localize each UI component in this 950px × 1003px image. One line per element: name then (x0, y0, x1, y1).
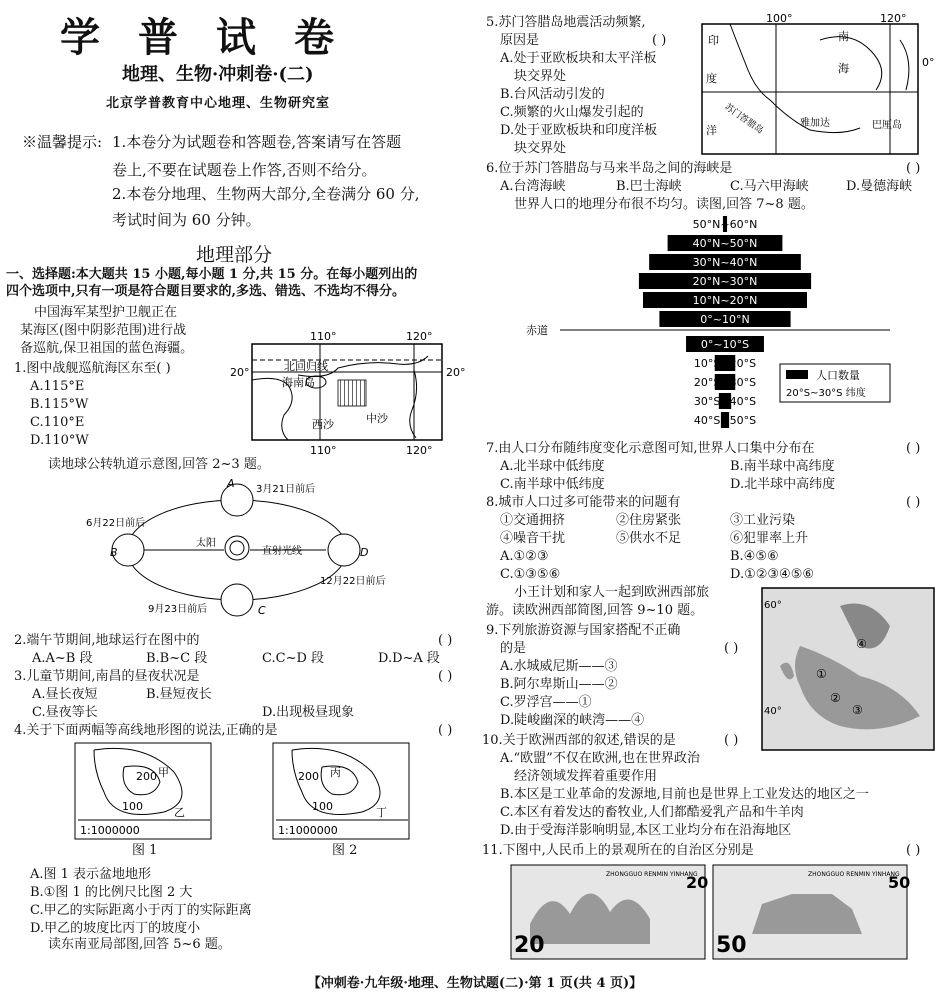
c1-jia: 甲 (158, 766, 169, 779)
q6-opt-a: A.台湾海峡 (500, 179, 566, 194)
tip-2b: 考试时间为 60 分钟。 (112, 211, 261, 229)
fig1-label: 图 1 (132, 843, 158, 858)
population-latitude-chart (520, 214, 900, 432)
q9-opt-a: A.水城威尼斯——③ (500, 659, 618, 674)
q3-opt-c: C.昼夜等长 (32, 705, 98, 720)
q4-opt-b: B.①图 1 的比例尺比图 2 大 (30, 885, 193, 900)
intro4: 世界人口的地理分布很不均匀。读图,回答 7~8 题。 (514, 197, 814, 212)
map2-bali: 巴厘岛 (872, 120, 902, 131)
q2-opt-d: D.D~A 段 (378, 651, 440, 666)
q4-paren: ( ) (438, 723, 453, 738)
q7-opt-b: B.南半球中高纬度 (730, 459, 835, 474)
fig2-label: 图 2 (332, 843, 358, 858)
q8-opt-c: C.①③⑤⑥ (500, 567, 561, 582)
q8-item-5: ⑤供水不足 (616, 531, 682, 546)
map2-lon1: 100° (766, 12, 793, 25)
q5-opt-a1: A.处于亚欧板块和太平洋板 (500, 51, 657, 66)
q9-paren: ( ) (724, 641, 739, 656)
xisha-label: 西沙 (312, 418, 334, 431)
q3-opt-d: D.出现极昼现象 (262, 705, 355, 720)
equator-label: 赤道 (526, 324, 548, 337)
contour-map-1 (74, 742, 214, 842)
note50-bank: ZHONGGUO RENMIN YINHANG (808, 871, 900, 878)
map1-lon1-bottom: 110° (310, 444, 337, 457)
q8-item-6: ⑥犯罪率上升 (730, 531, 809, 546)
orbit-mar: 3月21日前后 (256, 484, 316, 495)
q5-opt-a2: 块交界处 (514, 69, 567, 84)
orbit-c: C (258, 604, 266, 617)
map2-yin: 印 (708, 34, 719, 47)
q7-opt-c: C.南半球中低纬度 (500, 477, 605, 492)
q5-stem2: 原因是 (500, 33, 540, 48)
part1-line1: 一、选择题:本大题共 15 小题,每小题 1 分,共 15 分。在每小题列出的 (6, 267, 418, 282)
map1-lon2-bottom: 120° (406, 444, 433, 457)
q11-stem: 11.下图中,人民币上的景观所在的自治区分别是 (482, 843, 754, 858)
q7-stem: 7.由人口分布随纬度变化示意图可知,世界人口集中分布在 (486, 441, 815, 456)
map1-lon2-top: 120° (406, 330, 433, 343)
c2-scale: 1:1000000 (278, 824, 338, 837)
q8-item-2: ②住房紧张 (616, 513, 682, 528)
earth-orbit-diagram (82, 476, 412, 620)
c1-yi: 乙 (174, 806, 185, 819)
q10-opt-d: D.由于受海洋影响明显,本区工业均分布在沿海地区 (500, 823, 792, 838)
q5-paren: ( ) (652, 33, 667, 48)
map2-yang: 洋 (706, 124, 717, 137)
page-footer: 【冲刺卷·九年级·地理、生物试题(二)·第 1 页(共 4 页)】 (307, 976, 643, 991)
map1-lat-right: 20° (446, 366, 466, 379)
q7-paren: ( ) (906, 441, 921, 456)
q8-stem: 8.城市人口过多可能带来的问题有 (486, 495, 681, 510)
q6-opt-b: B.巴士海峡 (616, 179, 682, 194)
q4-opt-d: D.甲乙的坡度比丙丁的坡度小 (30, 921, 201, 936)
paper-subtitle: 地理、生物·冲刺卷·(二) (122, 64, 314, 85)
western-europe-map (760, 586, 938, 754)
intro1-line1: 中国海军某型护卫舰正在 (34, 305, 178, 320)
q9-opt-c: C.罗浮宫——① (500, 695, 592, 710)
q7-opt-d: D.北半球中高纬度 (730, 477, 836, 492)
latitude-band-label: 20°S~30°S (693, 376, 757, 389)
intro3: 读东南亚局部图,回答 5~6 题。 (48, 937, 231, 952)
map2-lat0: 0° (922, 56, 935, 69)
latitude-band-label: 10°N~20°N (692, 294, 758, 307)
q7-opt-a: A.北半球中低纬度 (500, 459, 605, 474)
map3-lat60: 60° (764, 600, 782, 611)
note50-value: 50 (716, 933, 747, 958)
q9-opt-b: B.阿尔卑斯山——② (500, 677, 618, 692)
map2-du: 度 (706, 72, 717, 85)
q4-stem: 4.关于下面两幅等高线地形图的说法,正确的是 (14, 723, 278, 738)
q6-paren: ( ) (906, 161, 921, 176)
q9-stem2: 的是 (500, 641, 527, 656)
part1-line2: 四个选项中,只有一项是符合题目要求的,多选、错选、不选均不得分。 (6, 284, 406, 299)
q1-opt-c: C.110°E (30, 415, 85, 430)
q1-stem: 1.图中战舰巡航海区东至( ) (14, 361, 171, 376)
q3-paren: ( ) (438, 669, 453, 684)
zhongsha-label: 中沙 (366, 412, 388, 425)
q2-paren: ( ) (438, 633, 453, 648)
map2-sumatra: 苏门答腊岛 (722, 102, 765, 137)
q5-opt-b: B.台风活动引发的 (500, 87, 605, 102)
map2-nan: 南 (838, 30, 849, 43)
section-heading: 地理部分 (196, 244, 273, 266)
orbit-sun: 太阳 (196, 538, 216, 549)
banknote-50 (712, 864, 911, 960)
q2-stem: 2.端午节期间,地球运行在图中的 (14, 633, 200, 648)
q5-opt-d1: D.处于亚欧板块和印度洋板 (500, 123, 658, 138)
q1-opt-a: A.115°E (30, 379, 85, 394)
q10-opt-a1: A.“欧盟”不仅在欧洲,也在世界政治 (500, 751, 700, 766)
legend-latitude: 20°S~30°S 纬度 (786, 388, 866, 399)
map2-hai: 海 (838, 62, 849, 75)
intro1-line3: 备巡航,保卫祖国的蓝色海疆。 (20, 341, 194, 356)
latitude-band-label: 0°~10°S (700, 338, 750, 351)
q5-opt-c: C.频繁的火山爆发引起的 (500, 105, 644, 120)
c2-ding: 丁 (376, 806, 387, 819)
q8-paren: ( ) (906, 495, 921, 510)
note20-value: 20 (514, 933, 545, 958)
map1-lat-left: 20° (230, 366, 250, 379)
tip-label: ※温馨提示: (22, 133, 103, 151)
organization: 北京学普教育中心地理、生物研究室 (106, 96, 331, 111)
c2-bing: 丙 (330, 766, 341, 779)
map3-lat40: 40° (764, 706, 782, 717)
map2-jakarta: 雅加达 (800, 118, 830, 129)
q2-opt-a: A.A~B 段 (32, 651, 93, 666)
latitude-band-label: 40°N~50°N (692, 237, 758, 250)
banknote-20 (510, 864, 709, 960)
latitude-band-label: 30°N~40°N (692, 256, 758, 269)
tropic-label: 北回归线 (284, 360, 328, 373)
q8-item-4: ④噪音干扰 (500, 531, 566, 546)
c1-200: 200 (136, 770, 157, 783)
q9-stem1: 9.下列旅游资源与国家搭配不正确 (486, 623, 681, 638)
q6-opt-c: C.马六甲海峡 (730, 179, 809, 194)
orbit-ray: 直射光线 (262, 546, 302, 557)
q10-opt-c: C.本区有着发达的畜牧业,人们都酷爱乳产品和牛羊肉 (500, 805, 804, 820)
latitude-band-label: 40°S~50°S (693, 414, 757, 427)
q8-opt-a: A.①②③ (500, 549, 549, 564)
map3-m4: ④ (856, 637, 867, 651)
q8-item-1: ①交通拥挤 (500, 513, 566, 528)
map2-lon2: 120° (880, 12, 907, 25)
q8-opt-d: D.①②③④⑤⑥ (730, 567, 815, 582)
q8-opt-b: B.④⑤⑥ (730, 549, 779, 564)
map3-m2: ② (830, 691, 841, 705)
q5-opt-d2: 块交界处 (514, 141, 567, 156)
q5-stem1: 5.苏门答腊岛地震活动频繁, (486, 15, 646, 30)
contour-map-2 (272, 742, 412, 842)
c2-100: 100 (312, 800, 333, 813)
latitude-band-label: 20°N~30°N (692, 275, 758, 288)
q3-opt-a: A.昼长夜短 (32, 687, 98, 702)
tip-1b: 卷上,不要在试题卷上作答,否则不给分。 (112, 161, 377, 179)
c2-200: 200 (298, 770, 319, 783)
q4-opt-c: C.甲乙的实际距离小于丙丁的实际距离 (30, 903, 252, 918)
q1-opt-b: B.115°W (30, 397, 89, 412)
legend-swatch (786, 370, 808, 379)
legend-population: 人口数量 (816, 369, 860, 382)
latitude-band-label: 30°S~40°S (693, 395, 757, 408)
q6-stem: 6.位于苏门答腊岛与马来半岛之间的海峡是 (486, 161, 733, 176)
q10-opt-a2: 经济领域发挥着重要作用 (514, 769, 658, 784)
orbit-d: D (360, 546, 369, 559)
hainan-label: 海南岛 (282, 376, 315, 389)
c1-scale: 1:1000000 (80, 824, 140, 837)
paper-title: 学普试卷 (60, 14, 372, 61)
map3-m3: ③ (852, 703, 863, 717)
intro1-line2: 某海区(图中阴影范围)进行战 (20, 323, 187, 338)
southeast-asia-map (700, 10, 940, 160)
orbit-b: B (110, 546, 118, 559)
q4-opt-a: A.图 1 表示盆地地形 (30, 867, 152, 882)
intro5-line1: 小王计划和家人一起到欧洲西部旅 (514, 585, 710, 600)
orbit-sep: 9月23日前后 (148, 604, 208, 615)
q3-stem: 3.儿童节期间,南昌的昼夜状况是 (14, 669, 200, 684)
latitude-band-label: 0°~10°N (700, 313, 750, 326)
intro5-line2: 游。读欧洲西部简图,回答 9~10 题。 (486, 603, 704, 618)
tip-2a: 2.本卷分地理、生物两大部分,全卷满分 60 分, (112, 185, 420, 203)
q10-opt-b: B.本区是工业革命的发源地,目前也是世界上工业发达的地区之一 (500, 787, 869, 802)
map1-lon1-top: 110° (310, 330, 337, 343)
tip-1a: 1.本卷分为试题卷和答题卷,答案请写在答题 (112, 133, 402, 151)
q2-opt-b: B.B~C 段 (146, 651, 208, 666)
orbit-jun: 6月22日前后 (86, 518, 146, 529)
q6-opt-d: D.曼德海峡 (846, 179, 913, 194)
intro2: 读地球公转轨道示意图,回答 2~3 题。 (48, 457, 270, 472)
note50-corner: 50 (888, 873, 911, 892)
q8-item-3: ③工业污染 (730, 513, 796, 528)
map3-m1: ① (816, 667, 827, 681)
q2-opt-c: C.C~D 段 (262, 651, 325, 666)
q9-opt-d: D.陡峻幽深的峡湾——④ (500, 713, 645, 728)
q3-opt-b: B.昼短夜长 (146, 687, 212, 702)
q11-paren: ( ) (906, 843, 921, 858)
orbit-dec: 12月22日前后 (320, 576, 386, 587)
c1-100: 100 (122, 800, 143, 813)
q1-opt-d: D.110°W (30, 433, 89, 448)
latitude-band-label: 10°S~20°S (693, 357, 757, 370)
note20-bank: ZHONGGUO RENMIN YINHANG (606, 871, 698, 878)
note20-corner: 20 (686, 873, 709, 892)
latitude-band-label: 50°N~60°N (692, 218, 758, 231)
south-china-sea-map (228, 330, 470, 460)
q10-paren: ( ) (724, 733, 739, 748)
orbit-a: A (227, 477, 235, 490)
q10-stem: 10.关于欧洲西部的叙述,错误的是 (482, 733, 676, 748)
